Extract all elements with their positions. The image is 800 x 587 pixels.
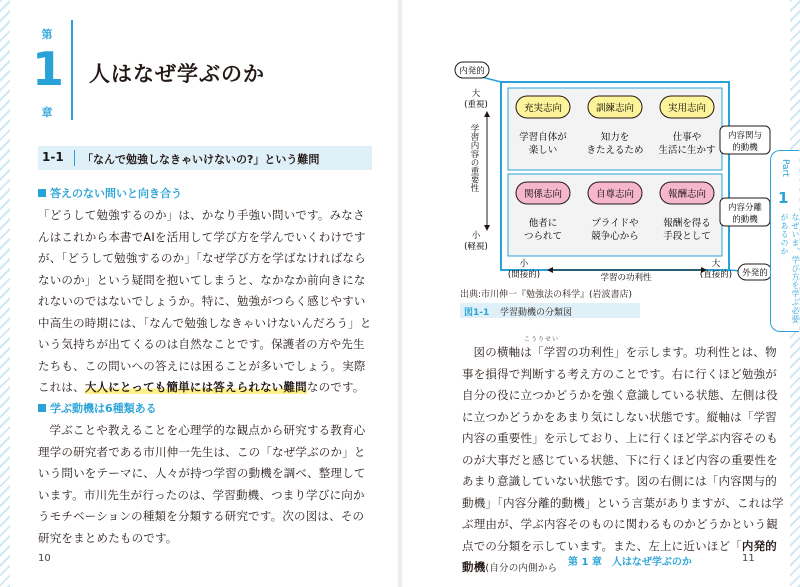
figure-title: 学習動機の分類図 (500, 308, 573, 318)
part-side-tab[interactable] (770, 150, 799, 332)
tag-content-separated-2: 的動機 (732, 215, 758, 225)
x-left-sub: (間接的) (507, 270, 541, 280)
desc-relational-2: つられて (523, 231, 563, 242)
corner-extrinsic-label: 外発的 (742, 268, 768, 279)
desc-reward-2: 手段として (663, 231, 711, 242)
figure-citation: 出典:市川伸一『勉強法の科学』(岩波書店) (460, 290, 633, 300)
edge-stripes (0, 0, 10, 587)
right-page (402, 0, 800, 587)
pill-practical-label: 実用志向 (667, 103, 707, 114)
chapter-number: 1 (32, 42, 65, 96)
running-head: 第 1 章 人はなぜ学ぶのか (568, 557, 692, 568)
motivation-diagram (454, 60, 774, 282)
desc-practical-2: 生活に生かす (658, 145, 716, 156)
right-body-paragraph (462, 342, 788, 580)
x-left-label: 小 (519, 259, 529, 269)
x-axis-label: 学習の功利性 (600, 273, 652, 282)
desc-fulfillment-1: 学習自体が (519, 132, 567, 143)
corner-intrinsic-label: 内発的 (459, 66, 485, 77)
pill-relational-label: 関係志向 (523, 189, 563, 200)
square-bullet-icon (38, 189, 46, 197)
x-right-sub: (直接的) (699, 270, 733, 280)
pill-reward-label: 報酬志向 (667, 189, 707, 200)
tab-part-number: 1 (778, 189, 789, 207)
chapter-title: 人はなぜ学ぶのか (89, 62, 265, 86)
paragraph-2: 学ぶことや教えることを心理学的な観点から研究する教育心理学の研究者である市川伸一先生は、この「なぜ学ぶのか」という問いをテーマに、人々が持つ学習の動機を調べ、整理しています。市川先生が行ったのは、学習動機、つまり学びに向かうモチベーションの種類を分類する研究です。次の図は、その研究をまとめたものです。 (38, 423, 366, 545)
paragraph-1 (38, 205, 374, 399)
pill-self-esteem-label: 自尊志向 (595, 189, 635, 200)
right-body-text: 図の横軸は「学習の功利性」を示します。功利性とは、物事を損得で判断する考え方のことです。右に行くほど勉強が自分の役に立つかどうかを強く意識している状態、左側は役に立つかどうかをあまり気にしない状態です。縦軸は「学習内容の重要性」を示しており、上に行くほど学ぶ内容そのものが大事だと感じている状態、下に行くほど内容の重要性をあまり意識していない状態です。図の右側には「内容関与的動機」「内容分離的動機」という言葉がありますが、これは学ぶ理由が、学ぶ内容そのものに関わるものかどうかという観点での分類を示しています。また、左上に近いほど「 (462, 345, 784, 553)
right-body-bold: 内発的動機 (462, 538, 777, 574)
subheading-2-text: 学ぶ動機は6種類ある (50, 402, 157, 415)
y-axis-label: 学習内容の重要性 (469, 124, 479, 192)
desc-fulfillment-2: 楽しい (528, 145, 558, 156)
paragraph-1-end: なのです。 (306, 380, 365, 394)
desc-training-1: 知力を (600, 132, 630, 143)
chapter-prefix: 第 (41, 28, 53, 41)
y-top-sub: (重視) (464, 100, 488, 110)
desc-self-esteem-2: 競争心から (591, 231, 639, 242)
chapter-suffix: 章 (41, 106, 53, 119)
tab-part-title: なぜいま、学び方を学ぶ必要があるのか (780, 213, 800, 324)
pill-fulfillment-label: 充実志向 (523, 103, 563, 114)
y-top-label: 大 (471, 89, 481, 99)
paragraph-1-text: 「どうして勉強するのか」は、かなり手強い問いです。みなさんはこれから本書でAIを活用して学び方を学んでいくわけですが、「どうして勉強するのか」「なぜ学び方を学ばなければならないのか」という疑問を抱いてしまうと、なかなか前向きになれないのではないでしょうか。特に、勉強がつらく感じやすい中高生の時期には、「なんで勉強しなきゃいけないんだろう」という気持ちが出てくるのは自然なことです。保護者の方や先生たちも、この問いへの答えには困ることが多いでしょう。実際これは、 (38, 208, 372, 394)
square-bullet-icon (38, 404, 46, 412)
desc-training-2: きたえるため (586, 145, 644, 156)
page-number-left: 10 (38, 553, 51, 564)
y-bottom-sub: (軽視) (464, 242, 488, 252)
chapter-marker (32, 26, 65, 120)
ruby-annotation: こうりせい (524, 336, 560, 343)
tag-content-separated-1: 内容分離 (727, 203, 763, 213)
figure-caption (460, 303, 640, 318)
section-heading (38, 146, 372, 170)
subheading-1 (38, 185, 182, 201)
tag-content-involved-2: 的動機 (732, 143, 758, 153)
figure-number: 図1-1 (464, 308, 490, 318)
highlighted-phrase: 大人にとっても簡単には答えられない難問 (84, 380, 307, 394)
subheading-1-text: 答えのない問いと向き合う (50, 187, 182, 200)
desc-relational-1: 他者に (528, 218, 558, 229)
x-right-label: 大 (711, 259, 721, 269)
right-body-small: (自分の内側から (485, 563, 558, 574)
pill-training-label: 訓練志向 (595, 103, 635, 114)
page-number-right: 11 (742, 553, 755, 564)
desc-self-esteem-1: プライドや (591, 218, 639, 229)
desc-practical-1: 仕事や (672, 132, 702, 143)
section-title: 「なんで勉強しなきゃいけないの?」という難問 (82, 153, 320, 166)
desc-reward-1: 報酬を得る (663, 218, 711, 229)
subheading-2 (38, 400, 157, 416)
left-page (0, 0, 398, 587)
section-divider (74, 150, 75, 166)
tag-content-involved-1: 内容関与 (727, 131, 763, 141)
chapter-rule (71, 20, 73, 120)
tab-part-label: Part (780, 159, 790, 177)
y-bottom-label: 小 (471, 231, 481, 241)
section-number: 1-1 (42, 150, 64, 164)
